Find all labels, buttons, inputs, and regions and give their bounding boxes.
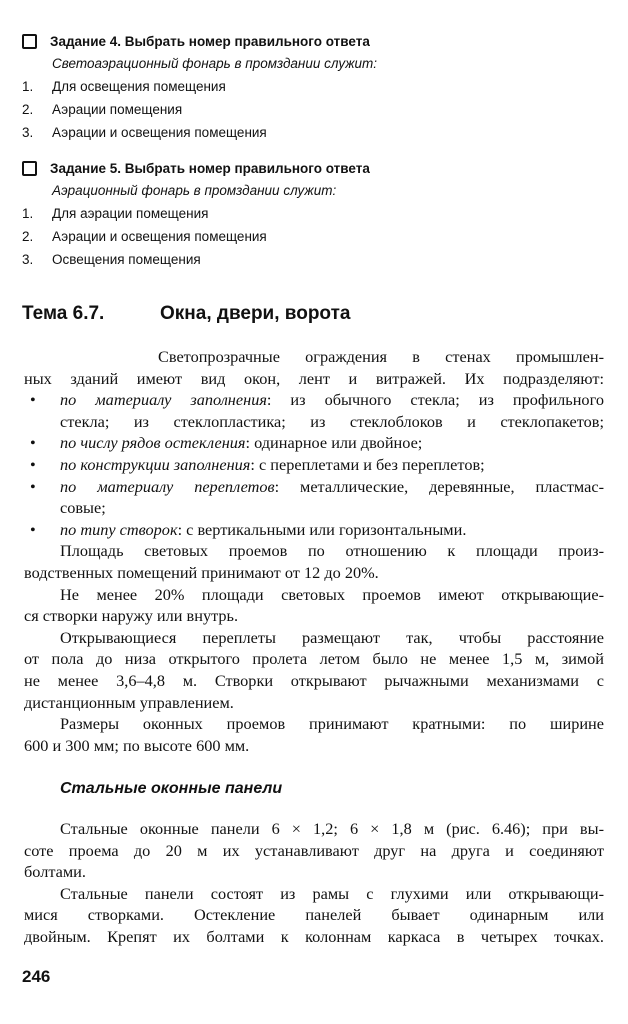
task-5 <box>22 157 602 271</box>
checkbox-icon[interactable] <box>22 161 37 176</box>
paragraph-line: Площадь световых проемов по отношению к площади произ- <box>60 541 604 561</box>
task-4-header <box>22 30 602 52</box>
task-4-question: Светоаэрационный фонарь в промздании служит: <box>52 56 378 71</box>
task-5-option-2: 2. Аэрации и освещения помещения <box>22 229 267 244</box>
task-4-option-2: 2. Аэрации помещения <box>22 102 183 117</box>
paragraph-line: двойным. Крепят их болтами к колоннам каркаса в четырех точках. <box>24 926 604 946</box>
task-5-question: Аэрационный фонарь в промздании служит: <box>52 183 337 198</box>
bullet-item: • по конструкции заполнения: с переплетами и без переплетов; <box>30 454 485 474</box>
intro-line-1: Светопрозрачные ограждения в стенах промышлен- <box>158 347 604 366</box>
task-5-title: Задание 5. Выбрать номер правильного ответа <box>50 160 370 176</box>
task-4-option-1: 1. Для освещения помещения <box>22 79 226 94</box>
bullet-item: • по материалу заполнения: из обычного стекла; из профильного <box>30 390 604 410</box>
bullet-continuation: совые; <box>60 498 106 518</box>
paragraph-line: соте проема до 20 м их устанавливают друг на друга и соединяют <box>24 840 604 860</box>
task-4 <box>22 30 602 144</box>
paragraph-line: болтами. <box>24 862 86 882</box>
section-text <box>24 818 604 948</box>
paragraph-line: не менее 3,6–4,8 м. Створки открывают рычажными механизмами с <box>24 670 604 690</box>
task-4-option-3: 3. Аэрации и освещения помещения <box>22 125 267 140</box>
task-5-option-1: 1. Для аэрации помещения <box>22 206 209 221</box>
bullet-item: • по числу рядов остекления: одинарное или двойное; <box>30 433 423 453</box>
paragraph-line: Стальные оконные панели 6 × 1,2; 6 × 1,8 м (рис. 6.46); при вы- <box>60 819 604 838</box>
topic-heading <box>22 303 350 325</box>
paragraph-line: Стальные панели состоят из рамы с глухими или открывающи- <box>60 883 604 903</box>
paragraph-line: от пола до низа открытого пролета летом было не менее 1,5 м, зимой <box>24 649 604 669</box>
paragraph-line: 600 и 300 мм; по высоте 600 мм. <box>24 735 250 755</box>
paragraph-line: Размеры оконных проемов принимают кратными: по ширине <box>60 714 604 734</box>
bullet-item: • по типу створок: с вертикальными или горизонтальными. <box>30 519 467 539</box>
task-4-title: Задание 4. Выбрать номер правильного ответа <box>50 33 370 49</box>
paragraph-line: мися створками. Остекление панелей бывает одинарным или <box>24 905 604 925</box>
section-subheading: Стальные оконные панели <box>60 780 283 797</box>
bullet-item: • по материалу переплетов: металлические, деревянные, пластмас- <box>30 476 604 496</box>
paragraph-line: водственных помещений принимают от 12 до 20%. <box>24 562 379 582</box>
checkbox-icon[interactable] <box>22 34 37 49</box>
topic-number: Тема 6.7. <box>22 303 105 324</box>
paragraph-line: ся створки наружу или внутрь. <box>24 606 239 626</box>
task-5-option-3: 3. Освещения помещения <box>22 252 201 267</box>
intro-line-2: ных зданий имеют вид окон, лент и витражей. Их подразделяют: <box>24 368 604 388</box>
topic-title: Окна, двери, ворота <box>160 303 351 324</box>
paragraph-line: дистанционным управлением. <box>24 692 234 712</box>
bullet-continuation: стекла; из стеклопластика; из стеклоблоков и стеклопакетов; <box>60 411 604 431</box>
task-5-header <box>22 157 602 179</box>
paragraph-line: Не менее 20% площади световых проемов имеют открывающие- <box>60 584 604 604</box>
main-text <box>24 346 604 756</box>
paragraph-line: Открывающиеся переплеты размещают так, чтобы расстояние <box>60 627 604 647</box>
page-number: 246 <box>22 967 51 986</box>
